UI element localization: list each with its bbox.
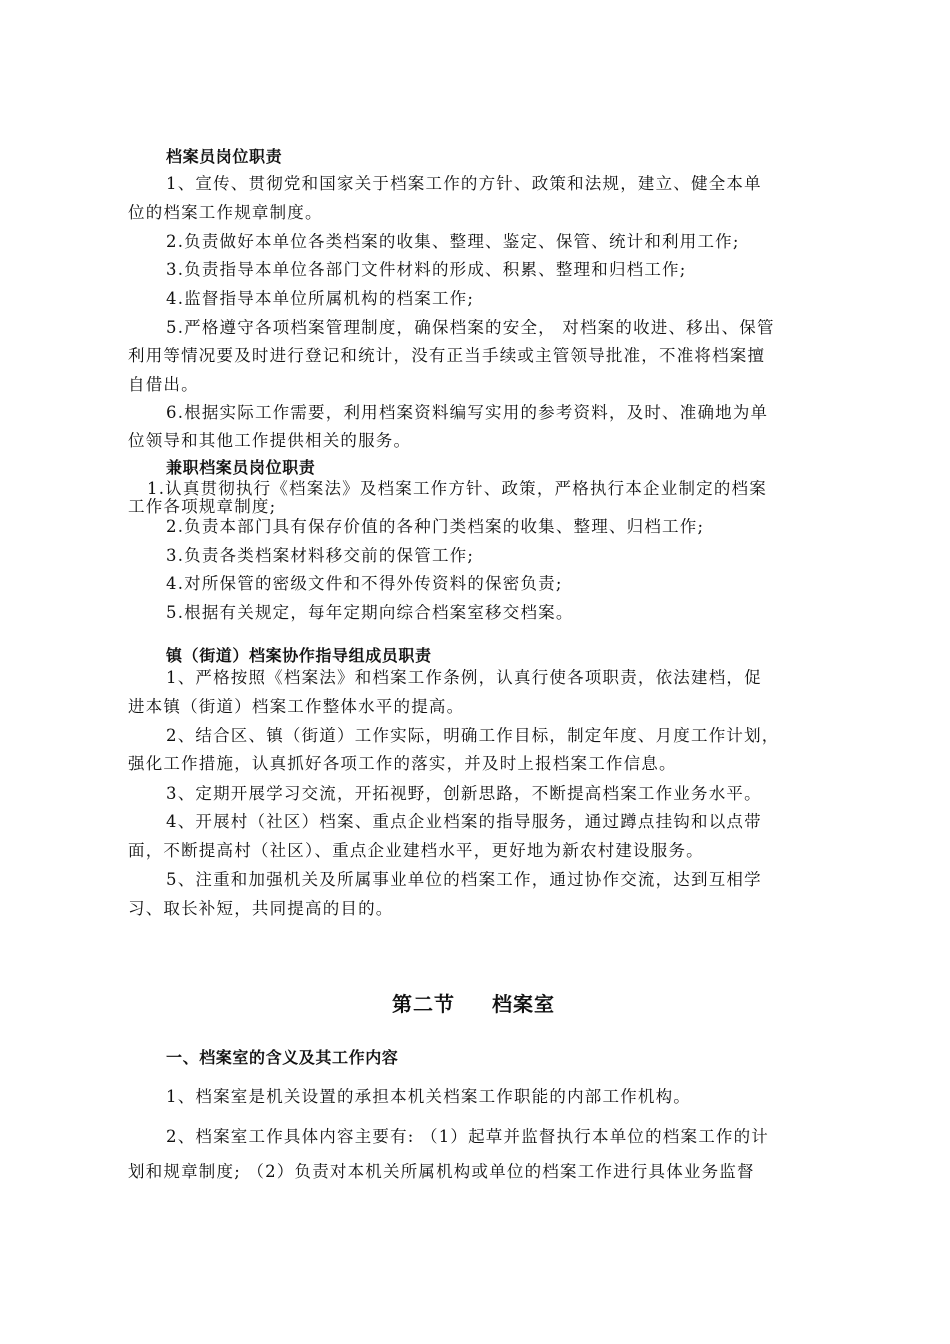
paragraph-line: 面，不断提高村（社区）、重点企业建档水平，更好地为新农村建设服务。 <box>128 841 704 860</box>
paragraph-line: 4.对所保管的密级文件和不得外传资料的保密负责; <box>166 574 563 593</box>
paragraph-line: 2.负责做好本单位各类档案的收集、整理、鉴定、保管、统计和利用工作; <box>166 232 740 251</box>
paragraph-line: 进本镇（街道）档案工作整体水平的提高。 <box>128 697 465 716</box>
paragraph-line: 3.负责各类档案材料移交前的保管工作; <box>166 546 475 565</box>
paragraph-line: 5.根据有关规定，每年定期向综合档案室移交档案。 <box>166 603 574 622</box>
paragraph-line: 2、档案室工作具体内容主要有: （1）起草并监督执行本单位的档案工作的计 <box>166 1127 769 1146</box>
paragraph-line: 5.严格遵守各项档案管理制度，确保档案的安全， 对档案的收进、移出、保管 <box>166 318 775 337</box>
chapter-title: 档案室 <box>492 992 555 1016</box>
paragraph-line: 工作各项规章制度; <box>128 497 277 516</box>
paragraph-line: 1、宣传、贯彻党和国家关于档案工作的方针、政策和法规，建立、健全本单 <box>166 174 762 193</box>
paragraph-line: 习、取长补短，共同提高的目的。 <box>128 899 394 918</box>
section-title-archive-room-meaning: 一、档案室的含义及其工作内容 <box>166 1048 399 1067</box>
paragraph-line: 4.监督指导本单位所属机构的档案工作; <box>166 289 475 308</box>
paragraph-line: 4、开展村（社区）档案、重点企业档案的指导服务，通过蹲点挂钩和以点带 <box>166 812 762 831</box>
paragraph-line: 1.认真贯彻执行《档案法》及档案工作方针、政策，严格执行本企业制定的档案 <box>147 479 767 498</box>
paragraph-line: 位的档案工作规章制度。 <box>128 203 323 222</box>
paragraph-line: 6.根据实际工作需要，利用档案资料编写实用的参考资料，及时、准确地为单 <box>166 403 769 422</box>
paragraph-line: 3.负责指导本单位各部门文件材料的形成、积累、整理和归档工作; <box>166 260 687 279</box>
paragraph-line: 划和规章制度; （2）负责对本机关所属机构或单位的档案工作进行具体业务监督 <box>128 1162 755 1181</box>
paragraph-line: 2.负责本部门具有保存价值的各种门类档案的收集、整理、归档工作; <box>166 517 705 536</box>
paragraph-line: 1、档案室是机关设置的承担本机关档案工作职能的内部工作机构。 <box>166 1087 691 1106</box>
paragraph-line: 位领导和其他工作提供相关的服务。 <box>128 431 412 450</box>
chapter-number: 第二节 <box>392 992 455 1016</box>
paragraph-line: 3、定期开展学习交流，开拓视野，创新思路，不断提高档案工作业务水平。 <box>166 784 762 803</box>
paragraph-line: 强化工作措施，认真抓好各项工作的落实，并及时上报档案工作信息。 <box>128 754 677 773</box>
paragraph-line: 1、严格按照《档案法》和档案工作条例，认真行使各项职责，依法建档，促 <box>166 668 762 687</box>
paragraph-line: 自借出。 <box>128 375 199 394</box>
section-title-parttime-archivist-duties: 兼职档案员岗位职责 <box>166 458 316 477</box>
paragraph-line: 5、注重和加强机关及所属事业单位的档案工作，通过协作交流，达到互相学 <box>166 870 762 889</box>
section-title-town-coordination-duties: 镇（街道）档案协作指导组成员职责 <box>166 646 432 665</box>
paragraph-line: 2、结合区、镇（街道）工作实际，明确工作目标，制定年度、月度工作计划， <box>166 726 780 745</box>
section-title-archivist-duties: 档案员岗位职责 <box>166 147 283 166</box>
paragraph-line: 利用等情况要及时进行登记和统计，没有正当手续或主管领导批准，不准将档案擅 <box>128 346 766 365</box>
